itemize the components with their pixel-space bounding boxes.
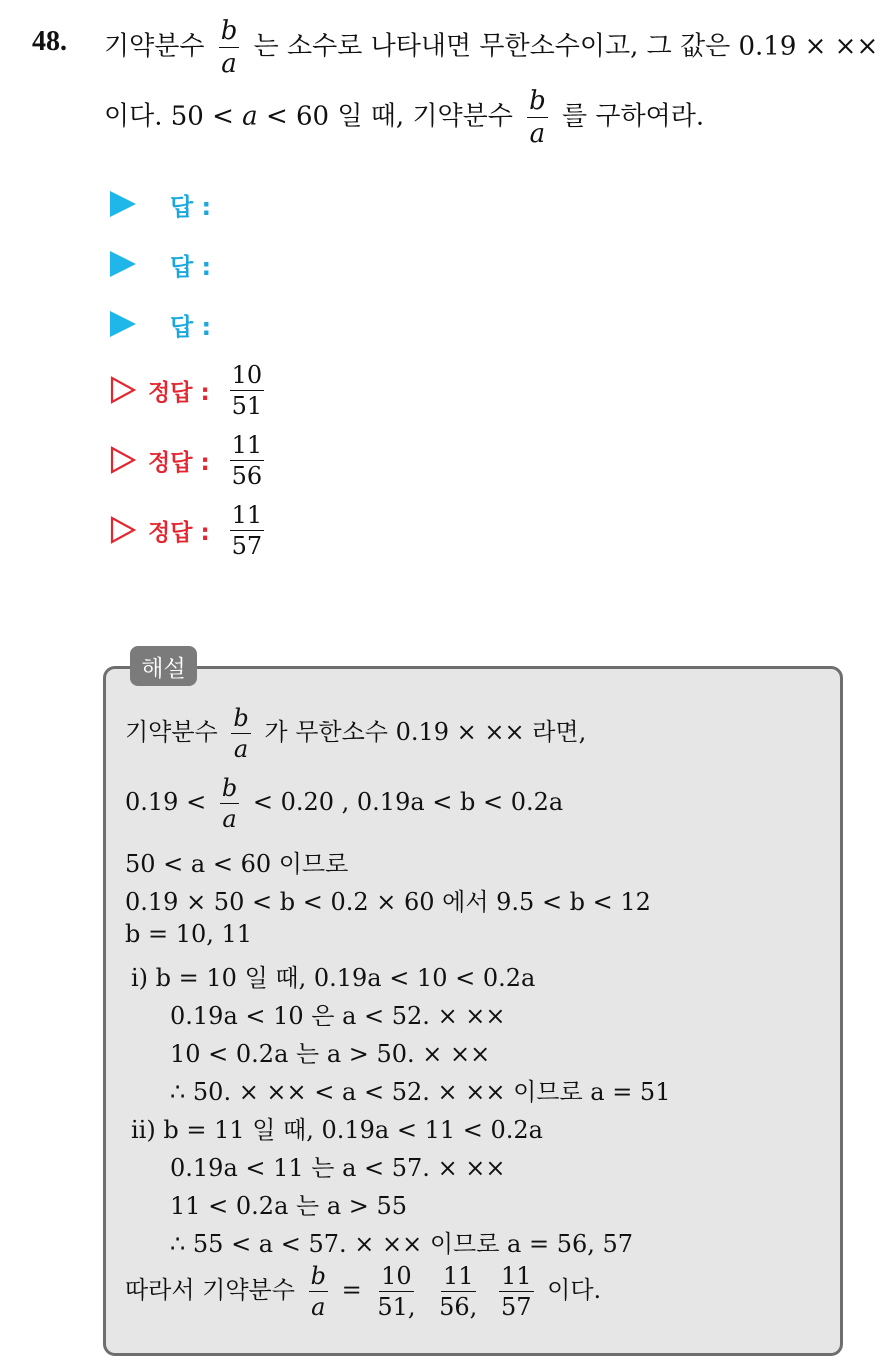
correct-fraction: $\frac{11}{56}$ (231, 430, 263, 490)
question-number: 48. (32, 26, 67, 57)
answer-label: 답 : (170, 192, 212, 221)
solution-line-2: 0.19 < $\frac{b}{a}$ < 0.20 , 0.19a < b < 0.2a (125, 774, 564, 833)
solution-line-11: 0.19a < 11 는 a < 57. × ×× (170, 1154, 506, 1182)
fraction-b-over-a: $\frac{b}{a}$ (220, 16, 238, 79)
solution-line-6: ⅰ) b = 10 일 때, 0.19a < 10 < 0.2a (131, 964, 536, 992)
solution-line-10: ⅱ) b = 11 일 때, 0.19a < 11 < 0.2a (131, 1116, 543, 1144)
answer-label: 답 : (170, 252, 212, 281)
fraction-b-over-a-2: $\frac{b}{a}$ (529, 86, 546, 149)
answer-row-2[interactable] (110, 244, 212, 284)
solution-line-1: 기약분수 $\frac{b}{a}$ 가 무한소수 0.19 × ×× 라면, (125, 704, 587, 763)
solution-line-13: ∴ 55 < a < 57. × ×× 이므로 a = 56, 57 (170, 1230, 634, 1258)
correct-fraction: $\frac{11}{57}$ (231, 500, 263, 560)
solution-line-4: 0.19 × 50 < b < 0.2 × 60 에서 9.5 < b < 12 (125, 888, 651, 916)
answer-row-1[interactable] (110, 184, 212, 224)
outline-triangle-icon (110, 516, 136, 544)
solution-line-14: 따라서 기약분수 $\frac{b}{a}$ = $\frac{10}{51,}$ $\frac{11}{56,}$ $\frac{11}{57}$ 이다. (125, 1262, 602, 1321)
solution-line-12: 11 < 0.2a 는 a > 55 (170, 1192, 408, 1220)
play-triangle-icon (110, 191, 136, 217)
solution-line-3: 50 < a < 60 이므로 (125, 850, 349, 878)
correct-fraction: $\frac{10}{51}$ (231, 360, 263, 420)
correct-answer-1: 정답 : $\frac{10}{51}$ (110, 355, 270, 425)
question-line-2: 이다. 50 < a < 60 일 때, 기약분수 $\frac{b}{a}$ 를 구하여라. (104, 86, 705, 149)
outline-triangle-icon (110, 376, 136, 404)
outline-triangle-icon (110, 446, 136, 474)
solution-line-8: 10 < 0.2a 는 a > 50. × ×× (170, 1040, 491, 1068)
solution-line-9: ∴ 50. × ×× < a < 52. × ×× 이므로 a = 51 (170, 1078, 671, 1106)
solution-tag: 해설 (130, 646, 197, 686)
question-line-1: 기약분수 $\frac{b}{a}$ 는 소수로 나타내면 무한소수이고, 그 값은 0.19 × ×× (104, 16, 879, 79)
play-triangle-icon (110, 251, 136, 277)
answer-label: 답 : (170, 312, 212, 341)
correct-answer-3: 정답 : $\frac{11}{57}$ (110, 495, 270, 565)
solution-line-5: b = 10, 11 (125, 920, 253, 948)
answer-row-3[interactable] (110, 304, 212, 344)
solution-line-7: 0.19a < 10 은 a < 52. × ×× (170, 1002, 506, 1030)
correct-answer-2: 정답 : $\frac{11}{56}$ (110, 425, 270, 495)
play-triangle-icon (110, 311, 136, 337)
